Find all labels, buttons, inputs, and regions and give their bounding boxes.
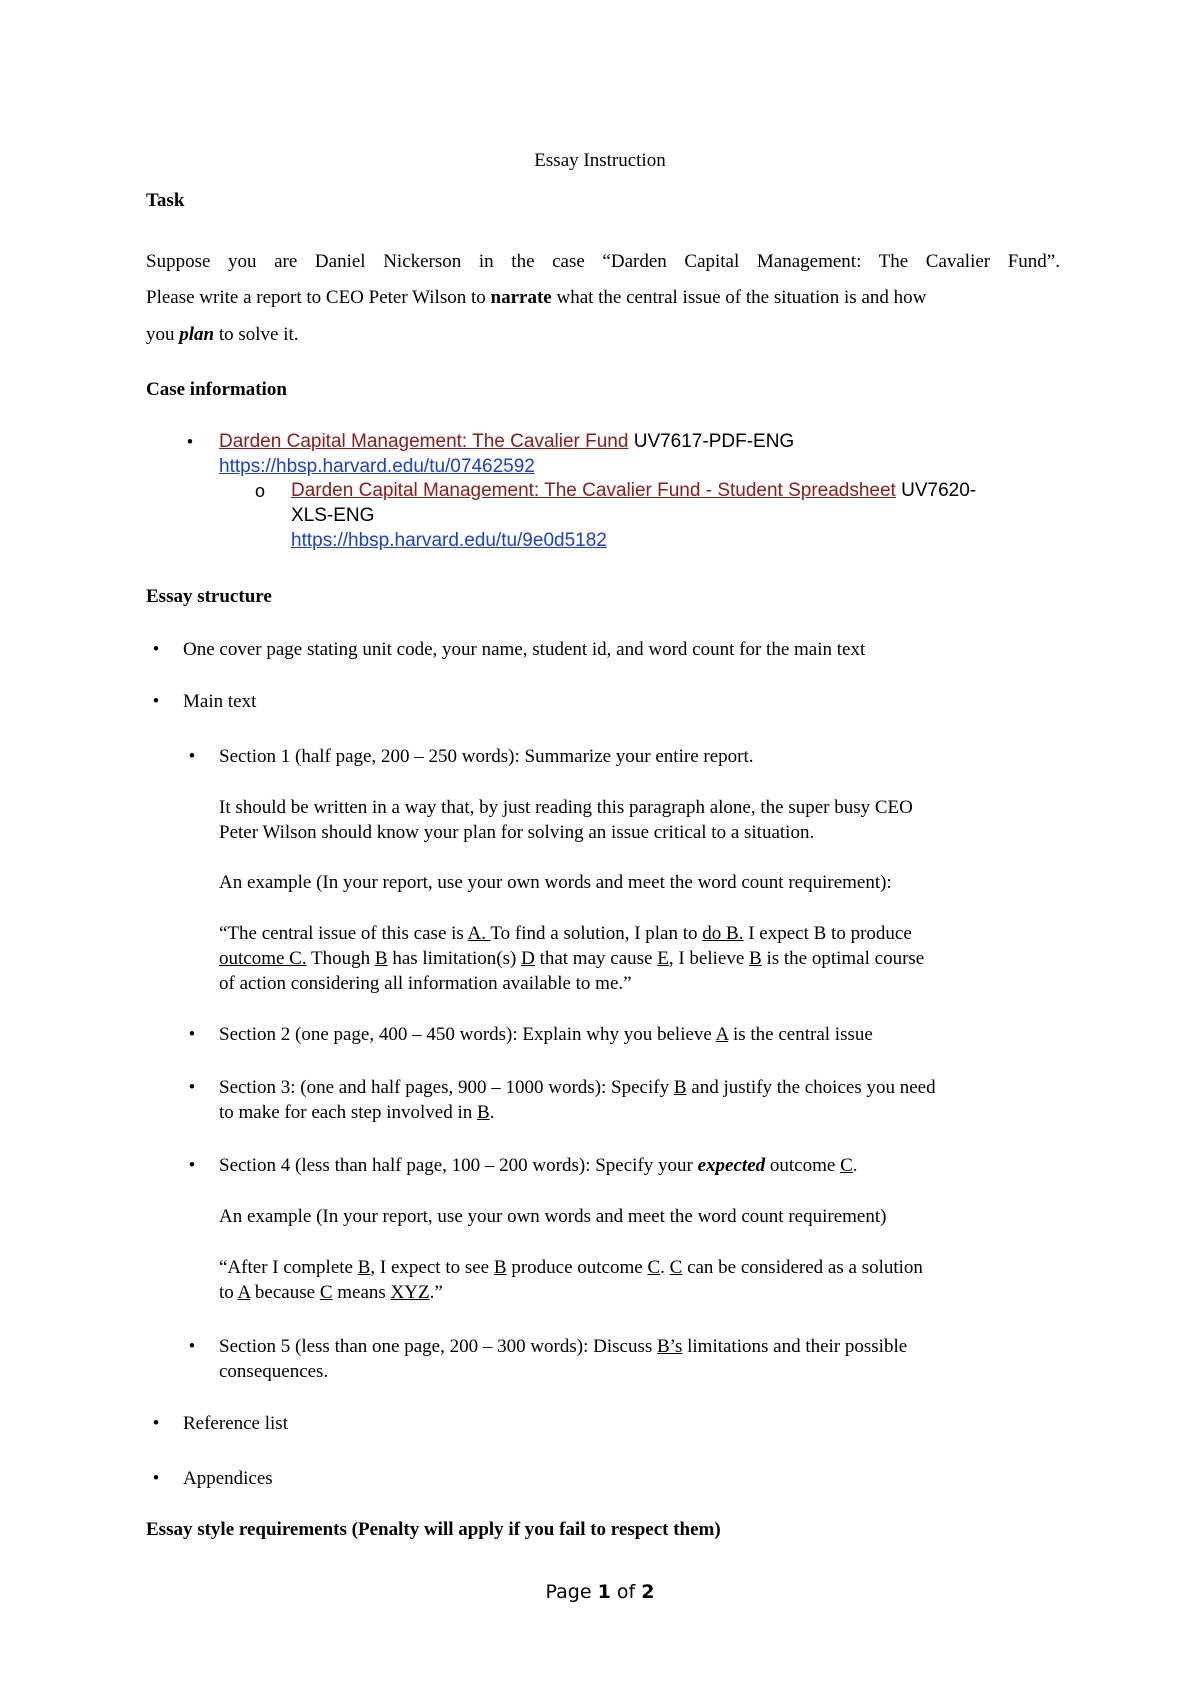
case-url-2[interactable]: https://hbsp.harvard.edu/tu/9e0d5182: [291, 530, 607, 551]
case-item-1: Darden Capital Management: The Cavalier Fund UV7617-PDF-ENG: [219, 431, 795, 452]
case-link-student-spreadsheet[interactable]: Darden Capital Management: The Cavalier Fund - Student Spreadsheet: [291, 480, 896, 501]
task-heading: Task: [146, 190, 185, 211]
task-line-2: Please write a report to CEO Peter Wilson to narrate what the central issue of the situation is and how: [146, 287, 927, 308]
section-4-quote-line-2: to A because C means XYZ.”: [219, 1282, 443, 1303]
sub-bullet-icon: o: [255, 481, 266, 501]
section-1-para-1-line-2: Peter Wilson should know your plan for solving an issue critical to a situation.: [219, 822, 815, 843]
task-line-1: Suppose you are Daniel Nickerson in the case “Darden Capital Management: The Cavalier Fund”.: [146, 251, 1060, 272]
section-5-line-2: consequences.: [219, 1361, 329, 1382]
bullet-icon: •: [188, 1077, 196, 1098]
essay-structure-heading: Essay structure: [146, 586, 272, 607]
section-4-example-intro: An example (In your report, use your own words and meet the word count requirement): [219, 1206, 887, 1227]
case-item-2-code: XLS-ENG: [291, 505, 375, 526]
section-1-item: Section 1 (half page, 200 – 250 words): Summarize your entire report.: [219, 746, 754, 767]
section-1-para-1-line-1: It should be written in a way that, by just reading this paragraph alone, the super busy CEO: [219, 797, 913, 818]
page-footer: Page 1 of 2: [545, 1581, 655, 1603]
bullet-icon: •: [152, 1413, 160, 1434]
bullet-icon: •: [186, 432, 194, 453]
document-title: Essay Instruction: [534, 150, 666, 171]
plan-emphasis: plan: [179, 324, 215, 345]
bullet-icon: •: [188, 1024, 196, 1045]
section-5-line-1: Section 5 (less than one page, 200 – 300 words): Discuss B’s limitations and their possible: [219, 1336, 908, 1357]
case-information-heading: Case information: [146, 379, 287, 400]
section-1-quote-line-2: outcome C. Though B has limitation(s) D that may cause E, I believe B is the optimal course: [219, 948, 925, 969]
section-1-quote-line-3: of action considering all information available to me.”: [219, 973, 632, 994]
section-3-line-2: to make for each step involved in B.: [219, 1102, 495, 1123]
section-3-line-1: Section 3: (one and half pages, 900 – 1000 words): Specify B and justify the choices you need: [219, 1077, 936, 1098]
task-line-3: you plan to solve it.: [146, 324, 299, 345]
bullet-icon: •: [152, 1468, 160, 1489]
bullet-icon: •: [152, 639, 160, 660]
expected-emphasis: expected: [697, 1155, 766, 1176]
narrate-emphasis: narrate: [490, 287, 552, 308]
style-requirements-heading: Essay style requirements (Penalty will apply if you fail to respect them): [146, 1519, 721, 1540]
reference-list-item: Reference list: [183, 1413, 288, 1434]
bullet-icon: •: [188, 746, 196, 767]
bullet-icon: •: [188, 1336, 196, 1357]
section-2-item: Section 2 (one page, 400 – 450 words): Explain why you believe A is the central issue: [219, 1024, 873, 1045]
total-pages: 2: [641, 1581, 655, 1603]
bullet-icon: •: [188, 1155, 196, 1176]
case-url-1[interactable]: https://hbsp.harvard.edu/tu/07462592: [219, 456, 535, 477]
bullet-icon: •: [152, 691, 160, 712]
section-1-quote-line-1: “The central issue of this case is A. To find a solution, I plan to do B. I expect B to produce: [219, 923, 912, 944]
current-page-number: 1: [597, 1581, 611, 1603]
section-4-quote-line-1: “After I complete B, I expect to see B produce outcome C. C can be considered as a solution: [219, 1257, 923, 1278]
section-1-example-intro: An example (In your report, use your own words and meet the word count requirement):: [219, 872, 892, 893]
case-item-2: Darden Capital Management: The Cavalier Fund - Student Spreadsheet UV7620-: [291, 480, 977, 501]
section-4-item: Section 4 (less than half page, 100 – 200 words): Specify your expected outcome C.: [219, 1155, 858, 1176]
cover-page-item: One cover page stating unit code, your name, student id, and word count for the main text: [183, 639, 866, 660]
case-link-cavalier-fund[interactable]: Darden Capital Management: The Cavalier Fund: [219, 431, 629, 452]
main-text-item: Main text: [183, 691, 257, 712]
appendices-item: Appendices: [183, 1468, 273, 1489]
